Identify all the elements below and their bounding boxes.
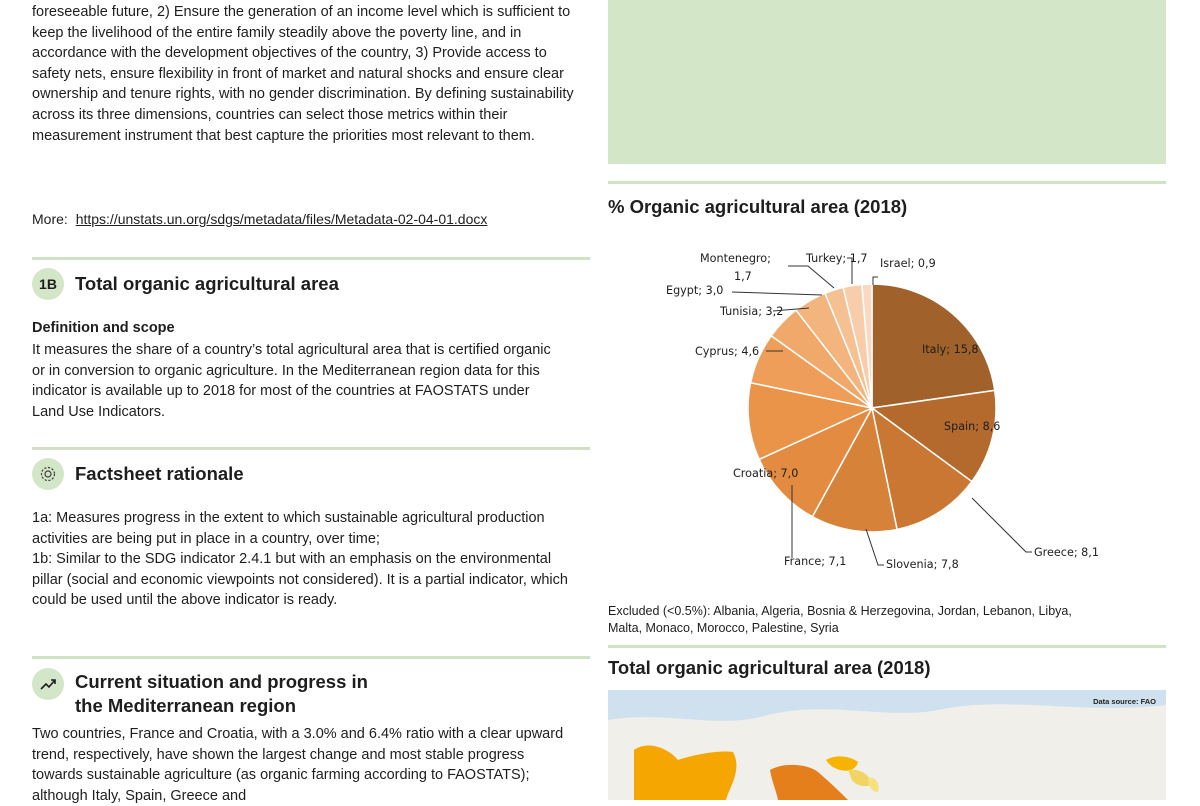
metadata-link[interactable]: https://unstats.un.org/sdgs/metadata/files/Metadata-02-04-01.docx — [75, 211, 488, 227]
excluded-line1: Excluded (<0.5%): Albania, Algeria, Bosnia & Herzegovina, Jordan, Lebanon, Libya, — [608, 604, 1072, 618]
section-title-1b: Total organic agricultural area — [75, 273, 339, 294]
gear-icon — [32, 458, 64, 490]
label-slovenia: Slovenia; 7,8 — [886, 558, 959, 571]
situation-title-line1: Current situation and progress in — [75, 671, 368, 692]
rationale-text-1b: 1b: Similar to the SDG indicator 2.4.1 but with an emphasis on the environmental pillar (social and economic viewpoints not considered). It is a partial indicator, which could be used until the above indicator is ready. — [32, 551, 568, 609]
chart-title: % Organic agricultural area (2018) — [608, 196, 908, 217]
badge-label: 1B — [39, 276, 57, 292]
rationale-title: Factsheet rationale — [75, 463, 244, 484]
pie-chart — [608, 240, 1168, 610]
leader-line — [866, 529, 884, 565]
label-montenegro: Montenegro; — [700, 252, 771, 265]
divider — [32, 656, 590, 659]
more-label: More: — [32, 211, 68, 227]
label-egypt: Egypt; 3,0 — [666, 284, 724, 297]
info-box — [608, 0, 1166, 164]
label-greece: Greece; 8,1 — [1034, 546, 1099, 559]
leader-line — [732, 292, 822, 295]
label-cyprus: Cyprus; 4,6 — [695, 345, 760, 358]
label-italy: Italy; 15,8 — [922, 343, 979, 356]
map-graphic — [608, 690, 1166, 800]
section-badge-1b — [32, 268, 64, 300]
label-israel: Israel; 0,9 — [880, 257, 936, 270]
divider — [32, 447, 590, 450]
label-turkey: Turkey; 1,7 — [806, 252, 868, 265]
divider — [608, 181, 1166, 184]
divider — [32, 257, 590, 260]
excluded-note — [608, 603, 1168, 637]
label-montenegro-value: 1,7 — [734, 270, 752, 283]
leader-line — [972, 498, 1032, 552]
label-tunisia: Tunisia; 3,2 — [720, 305, 784, 318]
definition-text: It measures the share of a country’s total agricultural area that is certified organic or in conversion to organic agriculture. In the Mediterranean region data for this indicator is available up to 2018 for most of the countries at FAOSTATS under Land Use Indicators. — [32, 342, 551, 420]
leader-line — [788, 266, 834, 288]
situation-title — [75, 670, 368, 718]
map-panel — [608, 690, 1166, 800]
situation-text: Two countries, France and Croatia, with a 3.0% and 6.4% ratio with a clear upward trend, respectively, have shown the largest change and most stable progress towards sustainable agriculture (as organic farming according to FAOSTATS); although Italy, Spain, Greece and — [32, 726, 564, 804]
trend-up-icon — [32, 668, 64, 700]
map-source: Data source: FAO — [1093, 697, 1156, 706]
more-line — [32, 211, 487, 227]
map-title: Total organic agricultural area (2018) — [608, 657, 931, 678]
divider — [608, 645, 1166, 648]
intro-paragraph: foreseeable future, 2) Ensure the generation of an income level which is sufficient to keep the livelihood of the entire family steadily above the poverty line, and in accordance with the development objectives of the country, 3) Provide access to safety nets, ensure flexibility in front of market and natural shocks and ensure clear ownership and tenure rights, with no gender discrimination. By defining sustainability across its three dimensions, countries can select those metrics within their measurement instrument that best capture the priorities most relevant to them. — [32, 4, 574, 144]
label-france: France; 7,1 — [784, 555, 847, 568]
label-croatia: Croatia; 7,0 — [733, 467, 799, 480]
definition-heading: Definition and scope — [32, 320, 175, 336]
rationale-text-1a: 1a: Measures progress in the extent to which sustainable agricultural production activities are being put in place in a country, over time; — [32, 510, 545, 547]
label-spain: Spain; 8,6 — [944, 420, 1001, 433]
excluded-line2: Malta, Monaco, Morocco, Palestine, Syria — [608, 621, 839, 635]
situation-title-line2: the Mediterranean region — [75, 695, 297, 716]
